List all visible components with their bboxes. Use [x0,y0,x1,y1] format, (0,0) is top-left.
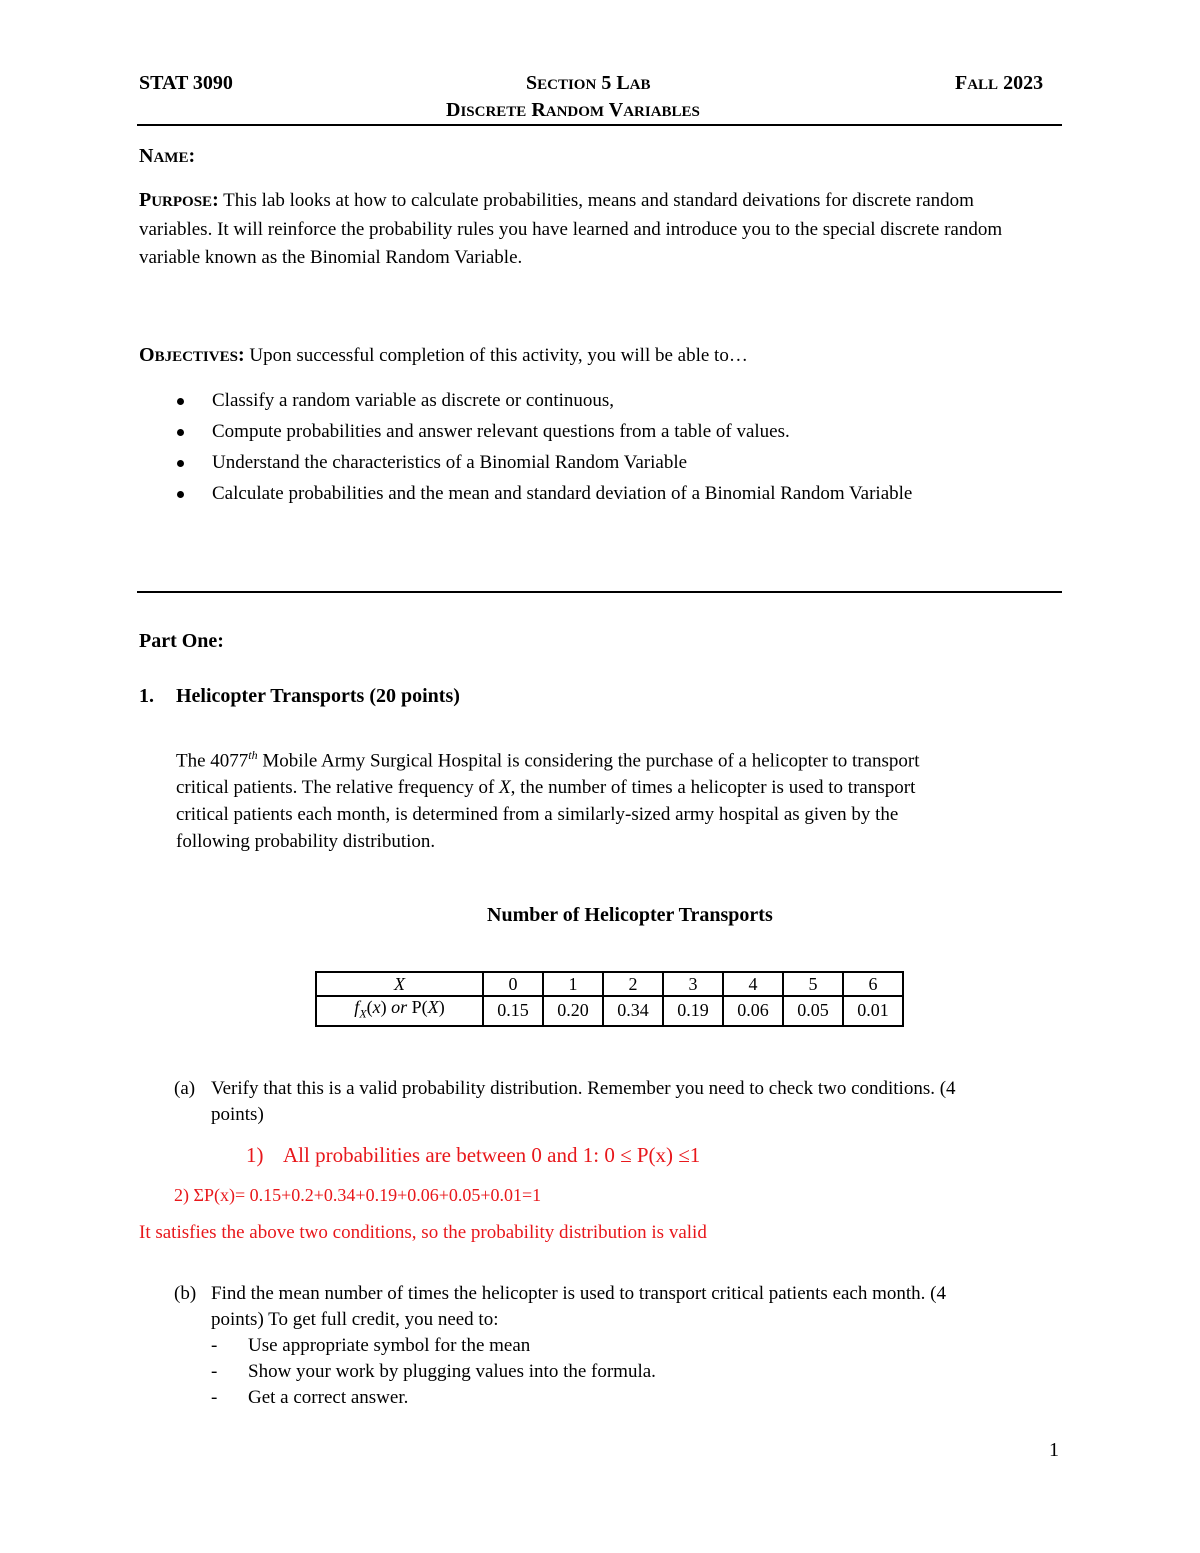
bullet-icon [177,398,184,405]
table-cell: 3 [663,972,723,996]
table-cell: 0.19 [663,996,723,1026]
answer-a-1: All probabilities are between 0 and 1: 0 ≤ P(x) ≤1 [283,1143,701,1167]
table-cell: 0.15 [483,996,543,1026]
question-number: 1. [139,685,154,707]
objective-item: Classify a random variable as discrete or continuous, [139,388,1029,414]
part-a-text: Verify that this is a valid probability distribution. Remember you need to check two conditions. (4 points) [211,1078,956,1125]
table-cell: 0.05 [783,996,843,1026]
table-cell: 0.34 [603,996,663,1026]
part-one-heading: Part One: [139,630,224,652]
answer-a-2: 2) ΣP(x)= 0.15+0.2+0.34+0.19+0.06+0.05+0.01=1 [174,1185,542,1205]
page-number: 1 [1049,1439,1059,1461]
question-paragraph: The 4077th Mobile Army Surgical Hospital is considering the purchase of a helicopter to transport critical patients. The relative frequency of X, the number of times a helicopter is used to transport critical patients each month, is determined from a similarly-sized army hospital as given by the following probability distribution. [176,748,920,853]
probability-table [315,971,904,1027]
objectives-intro [139,341,1039,371]
table-cell: 6 [843,972,903,996]
bullet-icon [177,460,184,467]
table-row [316,996,903,1026]
table-cell: 0.01 [843,996,903,1026]
objective-item: Calculate probabilities and the mean and standard deviation of a Binomial Random Variable [139,481,1029,507]
answer-a-conclusion: It satisfies the above two conditions, so the probability distribution is valid [139,1222,707,1243]
purpose-label: PURPOSE: [139,189,219,211]
table-cell: 0 [483,972,543,996]
table-cell: 2 [603,972,663,996]
purpose-text: This lab looks at how to calculate probabilities, means and standard deivations for discrete random variables. It will reinforce the probability rules you have learned and introduce you to the special discrete random variable known as the Binomial Random Variable. [139,190,1003,268]
bullet-icon [177,491,184,498]
answer-a-1-number: 1) [246,1143,264,1167]
course-code: STAT 3090 [139,72,233,94]
term: FALL 2023 [955,72,1044,94]
section-title: SECTION 5 LAB [526,72,651,94]
objective-item: Compute probabilities and answer relevant questions from a table of values. [139,419,1029,445]
objectives-intro-text: Upon successful completion of this activity, you will be able to… [244,345,748,366]
objectives-list [139,388,1029,512]
table-cell: 1 [543,972,603,996]
bullet-icon [177,429,184,436]
list-item: - Use appropriate symbol for the mean [211,1335,531,1356]
name-label: NAME: [139,145,196,167]
table-header-x: X [316,972,483,996]
objective-item: Understand the characteristics of a Binomial Random Variable [139,450,1029,476]
table-title: Number of Helicopter Transports [487,904,773,926]
lab-subtitle: DISCRETE RANDOM VARIABLES [446,99,700,121]
section-divider [137,591,1062,593]
table-header-p: $f_X(x)$ or P(X) [316,996,483,1026]
part-b-text: Find the mean number of times the helicopter is used to transport critical patients each month. (4 points) To get full credit, you need to: [211,1283,946,1330]
table-cell: 0.06 [723,996,783,1026]
list-item: - Show your work by plugging values into the formula. [211,1361,656,1382]
table-row [316,972,903,996]
table-cell: 4 [723,972,783,996]
header-divider [137,124,1062,126]
table-cell: 0.20 [543,996,603,1026]
part-a-label: (a) [174,1078,196,1099]
part-b-requirements [211,1333,971,1411]
list-item: - Get a correct answer. [211,1387,409,1408]
objectives-label: OBJECTIVES: [139,344,245,366]
part-b-label: (b) [174,1283,197,1304]
question-title: Helicopter Transports (20 points) [176,685,460,707]
purpose-paragraph [139,186,1039,272]
table-cell: 5 [783,972,843,996]
